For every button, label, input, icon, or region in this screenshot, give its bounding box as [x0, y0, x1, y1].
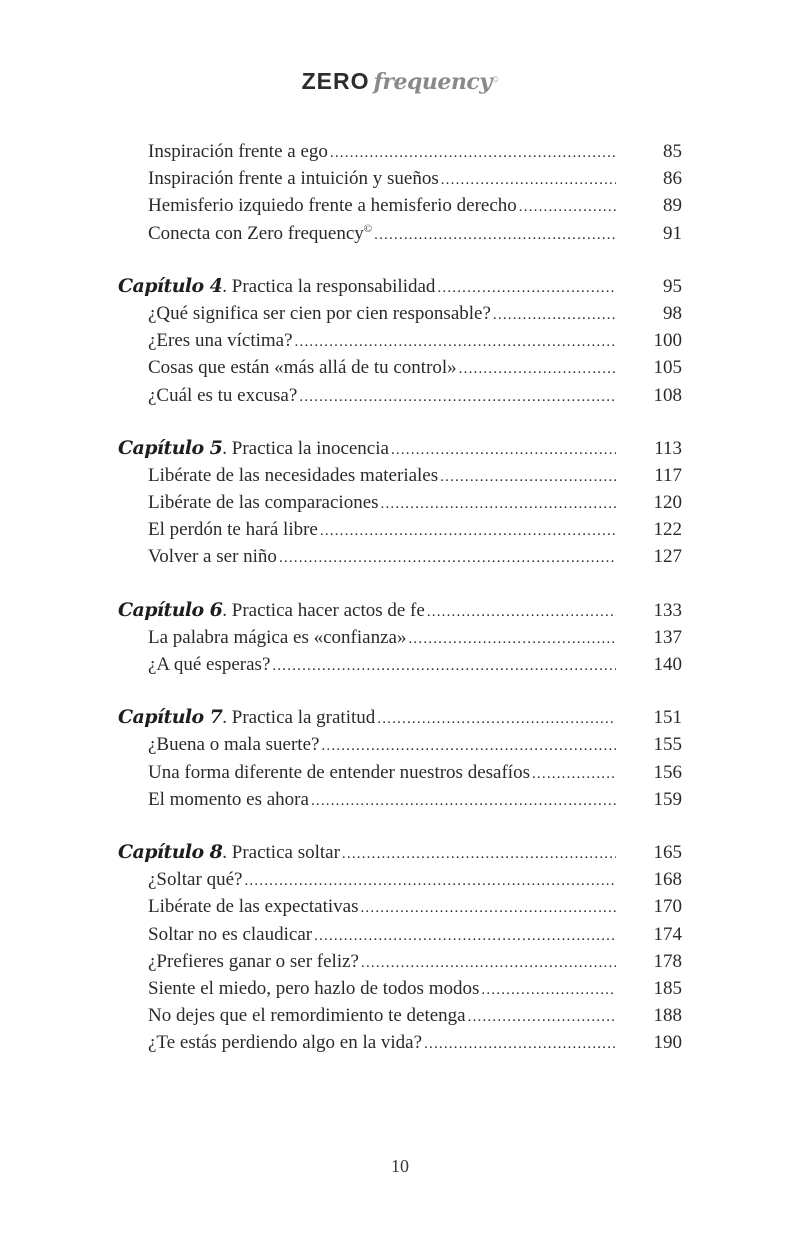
toc-dot-leader [440, 464, 616, 491]
toc-entry[interactable] [118, 516, 682, 543]
toc-dot-leader [441, 167, 616, 194]
toc-page-number: 105 [653, 357, 682, 379]
toc-entry-title [148, 786, 309, 813]
toc-entry-title [148, 1002, 466, 1029]
toc-page-number: 85 [663, 141, 682, 162]
toc-entry-title [148, 462, 438, 489]
toc-dot-leader [311, 788, 616, 815]
toc-page-number: 98 [663, 302, 682, 324]
toc-dot-leader [244, 868, 616, 895]
book-logo [0, 68, 800, 95]
entry-text: Soltar no es claudicar [148, 923, 313, 945]
entry-text: Libérate de las expectativas [148, 896, 359, 918]
toc-entry-title [148, 300, 491, 327]
toc-entry[interactable] [118, 786, 682, 813]
toc-entry-title [148, 731, 319, 758]
toc-entry[interactable] [118, 893, 682, 920]
toc-page-number: 117 [654, 464, 682, 486]
toc-dot-leader [408, 626, 616, 653]
toc-page-number: 113 [654, 437, 682, 459]
toc-entry-title [148, 975, 479, 1002]
copyright-mark: © [363, 222, 373, 235]
toc-page-number: 174 [653, 923, 682, 945]
entry-text: ¿Te estás perdiendo algo en la vida? [148, 1032, 423, 1054]
toc-section [118, 839, 682, 1057]
entry-text: ¿A qué esperas? [148, 654, 271, 675]
toc-entry-title [148, 759, 530, 786]
entry-text: ¿Cuál es tu excusa? [148, 384, 298, 406]
toc-dot-leader [377, 706, 616, 733]
entry-text: Una forma diferente de entender nuestros desafíos [148, 761, 530, 783]
toc-entry[interactable] [118, 354, 682, 381]
toc-entry-title [148, 948, 359, 975]
toc-entry[interactable] [118, 300, 682, 327]
toc-page-number: 151 [653, 707, 682, 729]
toc-section [118, 597, 682, 679]
toc-entry-title [148, 382, 297, 409]
toc-entry[interactable] [118, 165, 682, 192]
toc-page-number: 127 [653, 546, 682, 568]
toc-section [118, 704, 682, 813]
toc-entry[interactable] [118, 382, 682, 409]
chapter-label: Capítulo 8 [118, 840, 223, 863]
chapter-label: Capítulo 5 [118, 436, 223, 459]
entry-text: La palabra mágica es «confianza» [148, 626, 407, 648]
entry-text: Inspiración frente a intuición y sueños [148, 168, 439, 190]
toc-entry[interactable] [118, 624, 682, 651]
toc-dot-leader [427, 599, 616, 626]
chapter-name: . Practica hacer actos de fe [222, 599, 425, 621]
toc-chapter-title [118, 435, 389, 462]
toc-page-number: 178 [653, 950, 682, 972]
toc-page-number: 137 [653, 626, 682, 648]
toc-dot-leader [314, 923, 616, 950]
toc-entry[interactable] [118, 138, 682, 165]
toc-page-number: 156 [653, 761, 682, 783]
toc-entry-title [148, 489, 379, 516]
page-number: 10 [391, 1156, 409, 1176]
toc-dot-leader [424, 1031, 616, 1058]
toc-entry-title [148, 543, 277, 570]
chapter-name: . Practica la gratitud [222, 707, 376, 729]
toc-page-number: 91 [663, 222, 682, 244]
entry-text: Hemisferio izquiedo frente a hemisferio derecho [148, 195, 517, 217]
table-of-contents [118, 138, 682, 1082]
toc-page-number: 122 [653, 519, 682, 541]
entry-text: Conecta con Zero frequency [148, 222, 364, 244]
toc-page-number: 100 [653, 330, 682, 352]
toc-entry[interactable] [118, 731, 682, 758]
entry-text: ¿Buena o mala suerte? [148, 734, 320, 756]
toc-entry[interactable] [118, 327, 682, 354]
toc-entry-title [148, 220, 372, 247]
toc-page-number: 89 [663, 195, 682, 217]
toc-dot-leader [493, 302, 616, 329]
toc-chapter-title [118, 839, 340, 866]
toc-dot-leader [519, 194, 616, 221]
toc-entry[interactable] [118, 1002, 682, 1029]
toc-dot-leader [532, 761, 616, 788]
toc-dot-leader [374, 222, 616, 249]
toc-dot-leader [279, 545, 616, 572]
entry-text: El momento es ahora [148, 788, 309, 810]
toc-chapter-entry[interactable] [118, 273, 682, 300]
toc-entry[interactable] [118, 220, 682, 247]
toc-entry-title [148, 866, 242, 893]
toc-dot-leader [321, 733, 616, 760]
toc-entry-title [148, 893, 358, 920]
entry-text: Cosas que están «más allá de tu control» [148, 357, 457, 379]
toc-page-number: 108 [653, 384, 682, 406]
toc-page-number: 165 [653, 841, 682, 863]
chapter-name: . Practica la inocencia [222, 437, 389, 459]
toc-entry[interactable] [118, 543, 682, 570]
toc-entry[interactable] [118, 921, 682, 948]
toc-entry-title [148, 354, 457, 381]
toc-entry[interactable] [118, 759, 682, 786]
entry-text: Inspiración frente a ego [148, 141, 328, 162]
toc-chapter-entry[interactable] [118, 704, 682, 731]
toc-section [118, 273, 682, 409]
chapter-label: Capítulo 4 [118, 274, 223, 297]
toc-section [118, 138, 682, 247]
toc-dot-leader [272, 653, 616, 680]
toc-entry-title [148, 921, 312, 948]
toc-page-number: 159 [653, 788, 682, 810]
entry-text: Volver a ser niño [148, 546, 277, 568]
toc-entry-title [148, 138, 328, 165]
chapter-label: Capítulo 7 [118, 706, 223, 729]
toc-dot-leader [342, 841, 616, 868]
toc-dot-leader [437, 275, 616, 302]
toc-entry-title [148, 516, 318, 543]
toc-dot-leader [381, 491, 616, 518]
toc-entry-title [148, 624, 406, 651]
toc-chapter-title [118, 597, 425, 624]
toc-dot-leader [299, 384, 616, 411]
chapter-name: . Practica soltar [222, 841, 340, 863]
toc-entry[interactable] [118, 1029, 682, 1056]
toc-entry[interactable] [118, 866, 682, 893]
chapter-name: . Practica la responsabilidad [222, 275, 436, 297]
toc-page-number: 140 [653, 654, 682, 675]
toc-dot-leader [391, 437, 616, 464]
toc-dot-leader [361, 950, 616, 977]
toc-dot-leader [360, 895, 616, 922]
toc-entry[interactable] [118, 651, 682, 678]
toc-page-number: 120 [653, 492, 682, 514]
toc-page-number: 185 [653, 977, 682, 999]
entry-text: No dejes que el remordimiento te detenga [148, 1005, 466, 1027]
toc-dot-leader [459, 356, 616, 383]
toc-entry[interactable] [118, 489, 682, 516]
toc-entry-title [148, 651, 270, 678]
toc-page-number: 86 [663, 168, 682, 190]
toc-entry[interactable] [118, 975, 682, 1002]
entry-text: El perdón te hará libre [148, 519, 318, 541]
entry-text: Libérate de las necesidades materiales [148, 464, 439, 486]
logo-copyright-mark: © [491, 74, 499, 85]
toc-entry[interactable] [118, 462, 682, 489]
toc-dot-leader [320, 518, 616, 545]
toc-dot-leader [330, 140, 616, 167]
entry-text: ¿Qué significa ser cien por cien responsable? [148, 302, 491, 324]
entry-text: Siente el miedo, pero hazlo de todos modos [148, 977, 480, 999]
toc-dot-leader [295, 329, 616, 356]
chapter-label: Capítulo 6 [118, 598, 223, 621]
toc-page-number: 170 [653, 896, 682, 918]
toc-page-number: 188 [653, 1005, 682, 1027]
toc-page-number: 133 [653, 599, 682, 621]
logo-frequency-text: frequency [373, 69, 492, 95]
toc-entry-title [148, 192, 517, 219]
entry-text: Libérate de las comparaciones [148, 492, 379, 514]
toc-entry[interactable] [118, 192, 682, 219]
entry-text: ¿Soltar qué? [148, 869, 243, 891]
entry-text: ¿Eres una víctima? [148, 330, 293, 352]
toc-page-number: 190 [653, 1032, 682, 1054]
toc-chapter-title [118, 704, 375, 731]
toc-entry-title [148, 1029, 422, 1056]
toc-entry-title [148, 165, 439, 192]
toc-page-number: 95 [663, 275, 682, 297]
toc-dot-leader [481, 977, 616, 1004]
toc-chapter-title [118, 273, 435, 300]
toc-page-number: 168 [653, 869, 682, 891]
logo-zero-text: ZERO [301, 68, 370, 94]
entry-text: ¿Prefieres ganar o ser feliz? [148, 950, 359, 972]
toc-entry[interactable] [118, 948, 682, 975]
toc-section [118, 435, 682, 571]
toc-chapter-entry[interactable] [118, 839, 682, 866]
toc-entry-title [148, 327, 293, 354]
toc-dot-leader [468, 1004, 616, 1031]
toc-chapter-entry[interactable] [118, 435, 682, 462]
toc-page-number: 155 [653, 734, 682, 756]
toc-chapter-entry[interactable] [118, 597, 682, 624]
